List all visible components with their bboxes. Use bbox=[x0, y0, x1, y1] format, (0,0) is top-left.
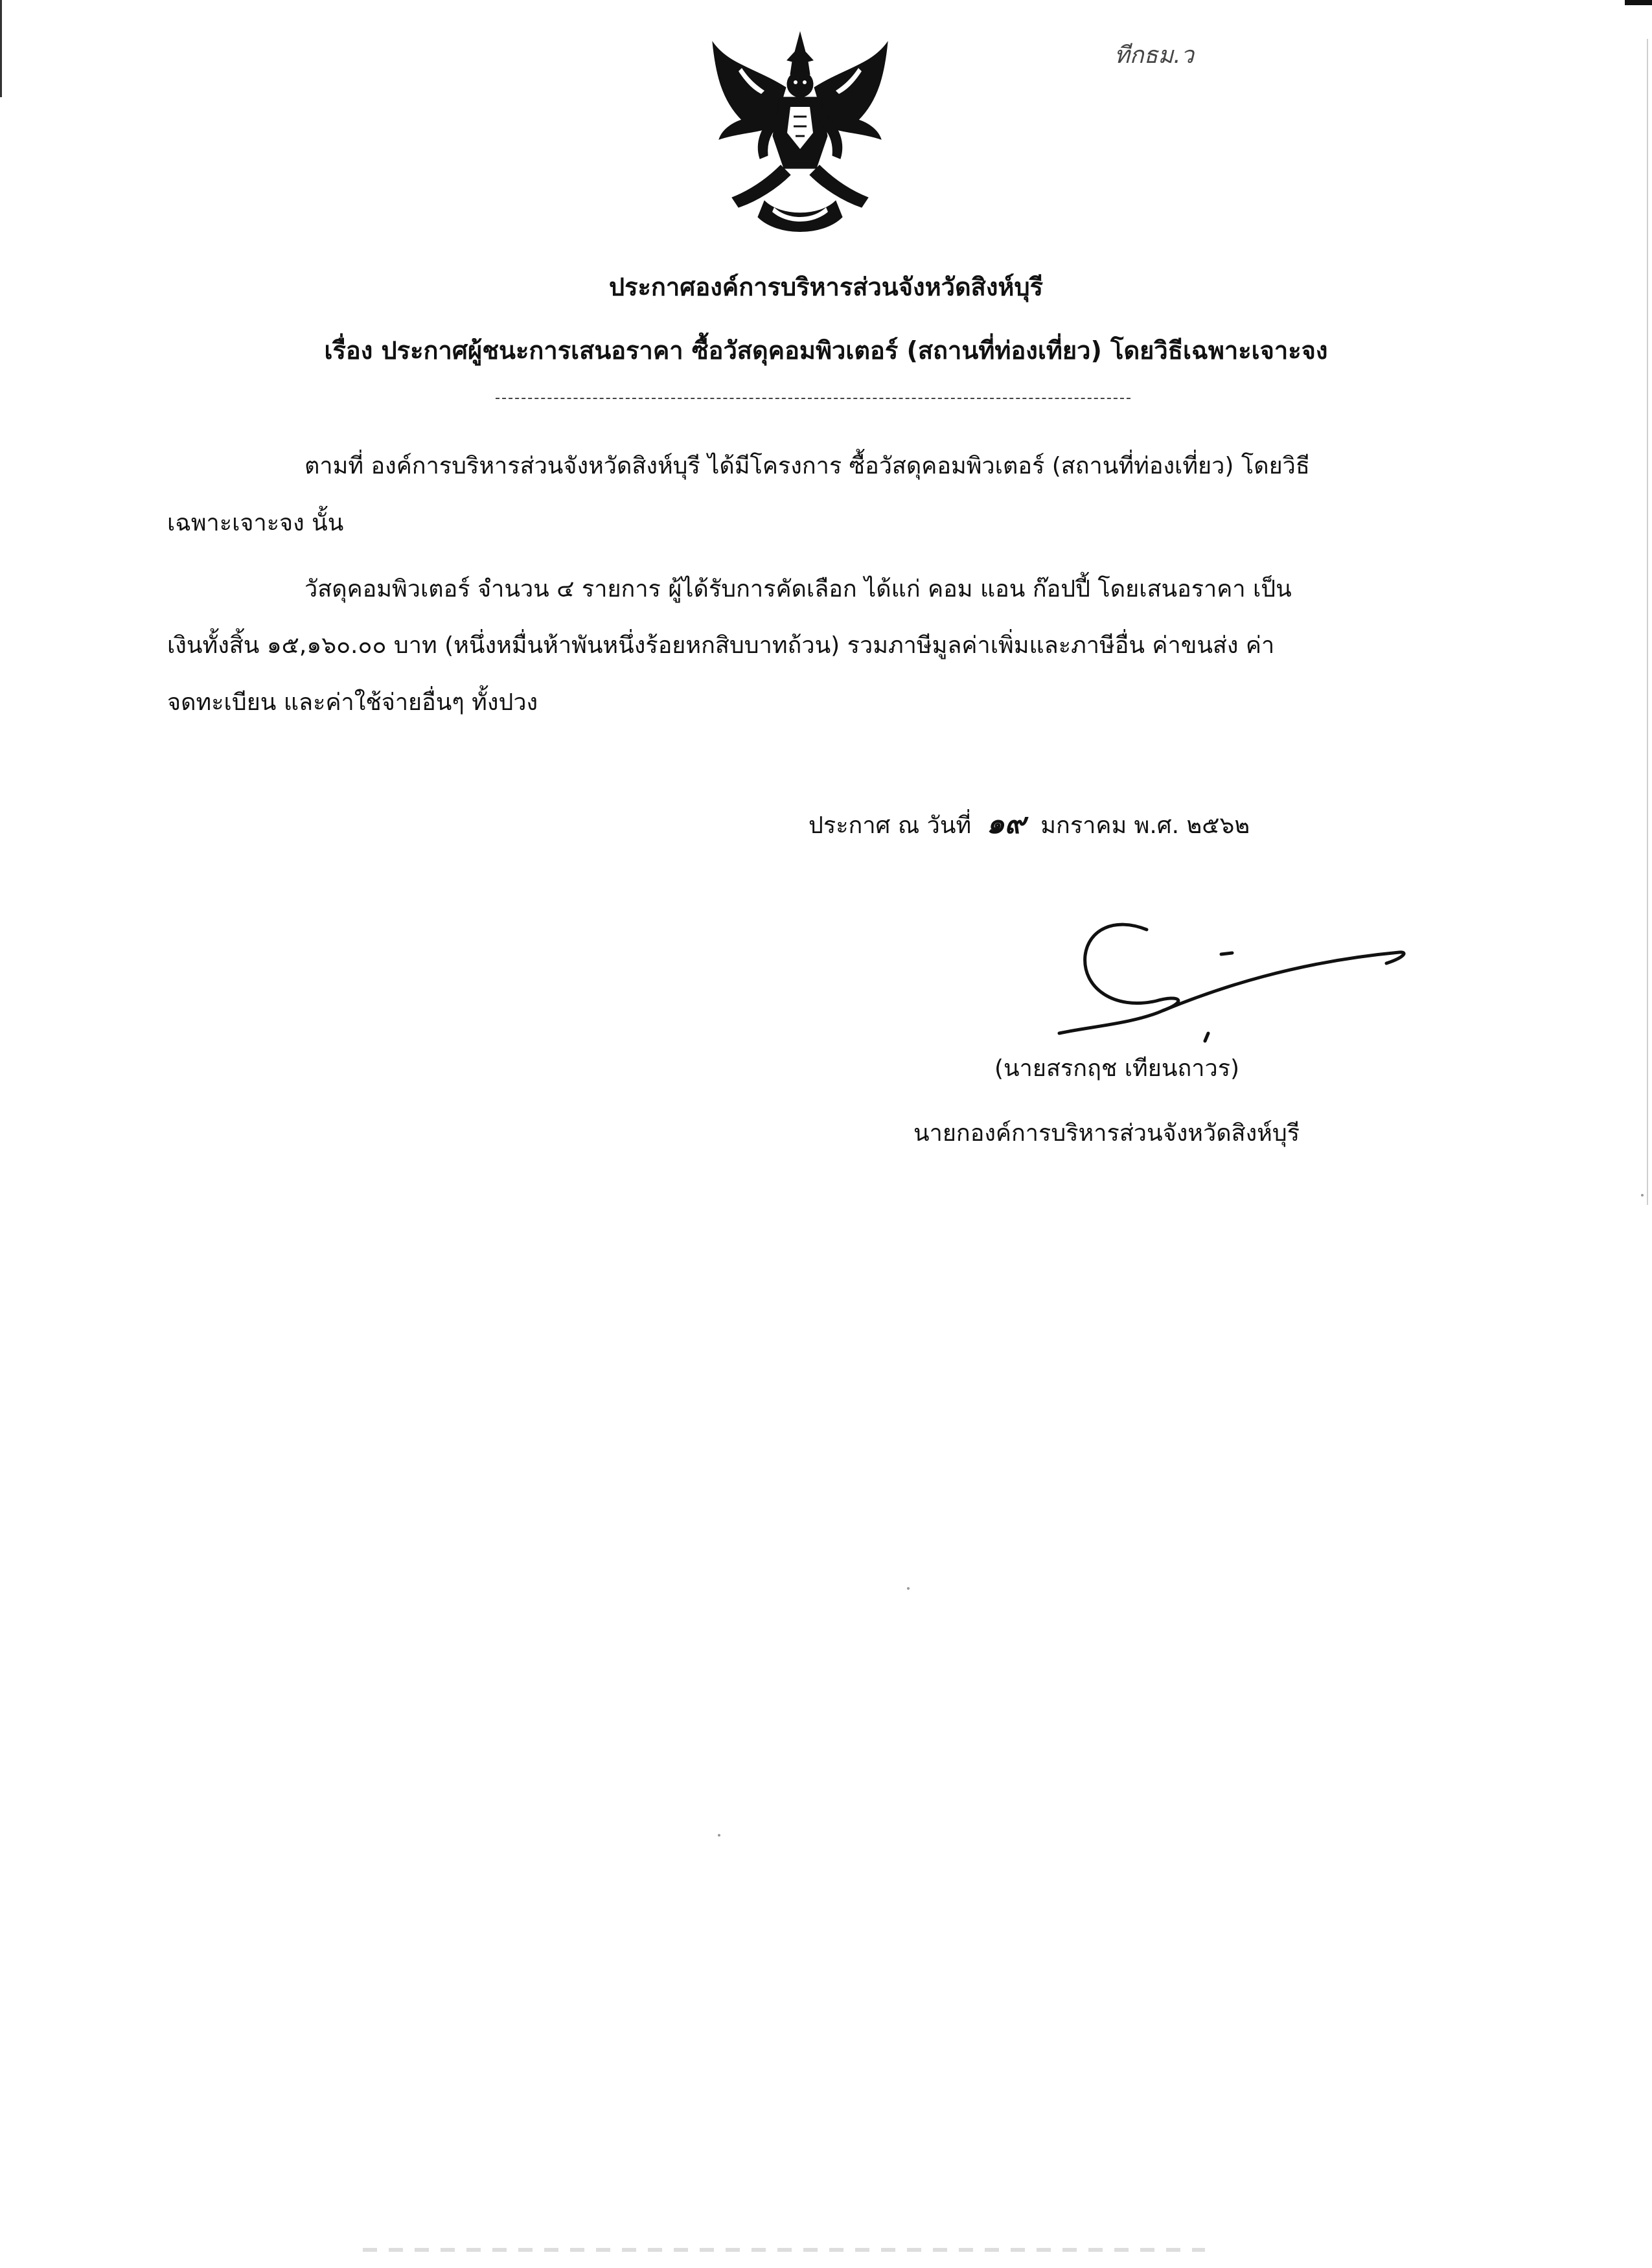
handwritten-note bbox=[1114, 34, 1250, 79]
announcement-day: ๑๙ bbox=[986, 807, 1026, 840]
scan-speck bbox=[1641, 1194, 1644, 1197]
announcement-date bbox=[809, 801, 1250, 846]
scan-edge-shadow bbox=[1647, 39, 1648, 1205]
svg-text:ทีกธม.ว: ทีกธม.ว bbox=[1114, 42, 1194, 69]
scan-speck bbox=[718, 1834, 720, 1837]
title-divider bbox=[496, 398, 1130, 399]
paragraph2-line3: จดทะเบียน และค่าใช้จ่ายอื่นๆ ทั้งปวง bbox=[167, 689, 538, 716]
document-subject: เรื่อง ประกาศผู้ชนะการเสนอราคา ซื้อวัสดุคอมพิวเตอร์ (สถานที่ท่องเที่ยว) โดยวิธีเฉพาะเจาะจง bbox=[324, 336, 1328, 365]
paragraph1-line2: เฉพาะเจาะจง นั้น bbox=[167, 510, 344, 536]
scan-speck bbox=[907, 1587, 910, 1590]
bleed-through-text bbox=[363, 2248, 1205, 2252]
document-title: ประกาศองค์การบริหารส่วนจังหวัดสิงห์บุรี bbox=[608, 273, 1043, 301]
paragraph1-line1: ตามที่ องค์การบริหารส่วนจังหวัดสิงห์บุรี ได้มีโครงการ ซื้อวัสดุคอมพิวเตอร์ (สถานที่ท่องเที่ยว) โดยวิธี bbox=[304, 453, 1310, 479]
signature-mark bbox=[1050, 904, 1438, 1053]
paragraph2-line2: เงินทั้งสิ้น ๑๕,๑๖๐.๐๐ บาท (หนึ่งหมื่นห้าพันหนึ่งร้อยหกสิบบาทถ้วน) รวมภาษีมูลค่าเพิ่มและภาษีอื่น ค่าขนส่ง ค่า bbox=[167, 632, 1275, 659]
scan-edge-mark bbox=[1625, 0, 1652, 5]
signer-name: (นายสรกฤช เทียนถาวร) bbox=[994, 1055, 1240, 1082]
announcement-month-year: มกราคม พ.ศ. ๒๕๖๒ bbox=[1040, 812, 1250, 839]
paragraph2-line1: วัสดุคอมพิวเตอร์ จำนวน ๔ รายการ ผู้ได้รับการคัดเลือก ได้แก่ คอม แอน ก๊อปปี้ โดยเสนอราคา เป็น bbox=[304, 576, 1292, 602]
signer-position: นายกองค์การบริหารส่วนจังหวัดสิงห์บุรี bbox=[913, 1120, 1300, 1147]
announcement-prefix: ประกาศ ณ วันที่ bbox=[809, 812, 972, 839]
scan-edge-mark bbox=[0, 0, 2, 97]
garuda-emblem-icon bbox=[703, 29, 897, 240]
